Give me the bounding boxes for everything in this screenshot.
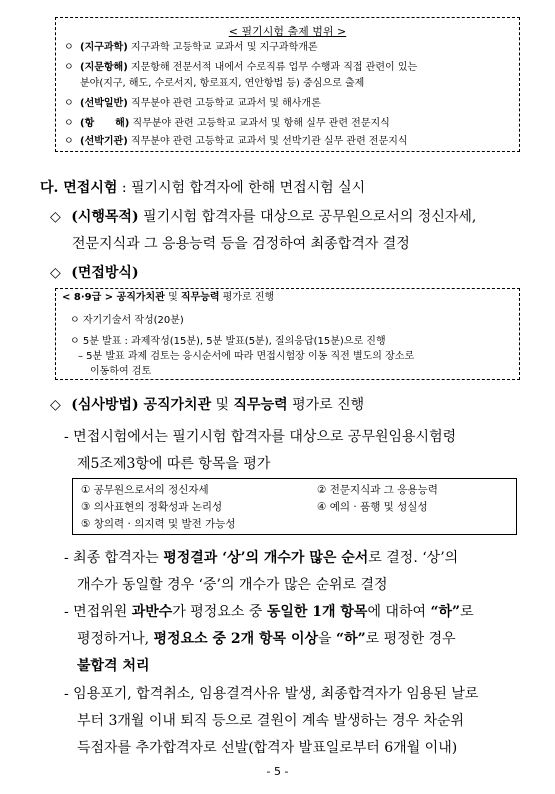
page-number: - 5 - [266, 765, 289, 778]
diamond-bullet-icon: ◇ [50, 209, 61, 225]
exam-scope-row: ㅇ (선박일반) 직무분야 관련 고등학교 교과서 및 해사개론 [64, 98, 321, 109]
exam-scope-row: ㅇ (선박기관) 직무분야 관련 고등학교 교과서 및 선박기관 실무 관련 전문지식 [64, 136, 408, 147]
criteria-item: ④ 예의 · 품행 및 성실성 [317, 501, 428, 513]
interview-box-line: 이동하여 검토 [90, 366, 152, 377]
exam-scope-row: ㅇ (항 해) 직무분야 관련 고등학교 교과서 및 항해 실무 관련 전문지식 [64, 118, 390, 129]
criteria-item: ① 공무원으로서의 정신자세 [81, 484, 209, 496]
interview-box-line: ㅇ 자기기술서 작성(20분) [70, 315, 184, 326]
exam-scope-row: ㅇ (지문항해) 지문항해 전문서적 내에서 수로직류 업무 수행과 직접 관련이 있는 [64, 62, 418, 73]
criteria-item: ⑤ 창의력 · 의지력 및 발전 가능성 [81, 518, 236, 530]
method-heading: ◇ (면접방식) [50, 265, 139, 281]
exam-scope-row-cont: 분야(지구, 해도, 수로서지, 항로표지, 연안항법 등) 중심으로 출제 [80, 78, 365, 89]
exam-scope-box [55, 17, 520, 152]
exam-scope-title: < 필기시험 출제 범위 > [228, 25, 347, 38]
final-decision-paragraph: - 최종 합격자는 평정결과 ‘상’의 개수가 많은 순서로 결정. ‘상’의 개수가 동일할 경우 ‘중’의 개수가 많은 순위로 결정 [64, 550, 459, 593]
review-heading: ◇ (심사방법) 공직가치관 및 직무능력 평가로 진행 [50, 397, 365, 413]
purpose-paragraph: ◇ (시행목적) 필기시험 합격자를 대상으로 공무원으로서의 정신자세, 전문지식과 그 응용능력 등을 검정하여 최종합격자 결정 [50, 209, 477, 252]
interview-method-box [55, 288, 520, 380]
fail-rule-paragraph: - 면접위원 과반수가 평정요소 중 동일한 1개 항목에 대하여 “하”로 평정하거나, 평정요소 중 2개 항목 이상을 “하”로 평정한 경우 불합격 처리 [64, 604, 474, 674]
interview-box-title: < 8·9급 > 공직가치관 및 직무능력 평가로 진행 [62, 292, 275, 303]
criteria-box [72, 478, 517, 535]
criteria-item: ② 전문지식과 그 응용능력 [317, 484, 438, 496]
review-paragraph: - 면접시험에서는 필기시험 합격자를 대상으로 공무원임용시험령 제5조제3항에 따른 항목을 평가 [64, 429, 457, 472]
diamond-bullet-icon: ◇ [50, 397, 61, 413]
diamond-bullet-icon: ◇ [50, 265, 61, 281]
section-interview-heading: 다. 면접시험 : 필기시험 합격자에 한해 면접시험 실시 [40, 180, 366, 196]
exam-scope-row: ㅇ (지구과학) 지구과학 고등학교 교과서 및 지구과학개론 [64, 42, 318, 53]
interview-box-line: ㅇ 5분 발표 : 과제작성(15분), 5분 발표(5분), 질의응답(15분)으로 진행 [70, 336, 386, 347]
interview-box-line: – 5분 발표 과제 검토는 응시순서에 따라 면접시험장 이동 직전 별도의 장소로 [78, 351, 415, 362]
additional-pass-paragraph: - 임용포기, 합격취소, 임용결격사유 발생, 최종합격자가 임용된 날로 부터 3개월 이내 퇴직 등으로 결원이 계속 발생하는 경우 차순위 득점자를 추가합격자로 선발(합격자 발표일로부터 6개월 이내) [64, 686, 479, 756]
criteria-item: ③ 의사표현의 정확성과 논리성 [81, 501, 223, 513]
